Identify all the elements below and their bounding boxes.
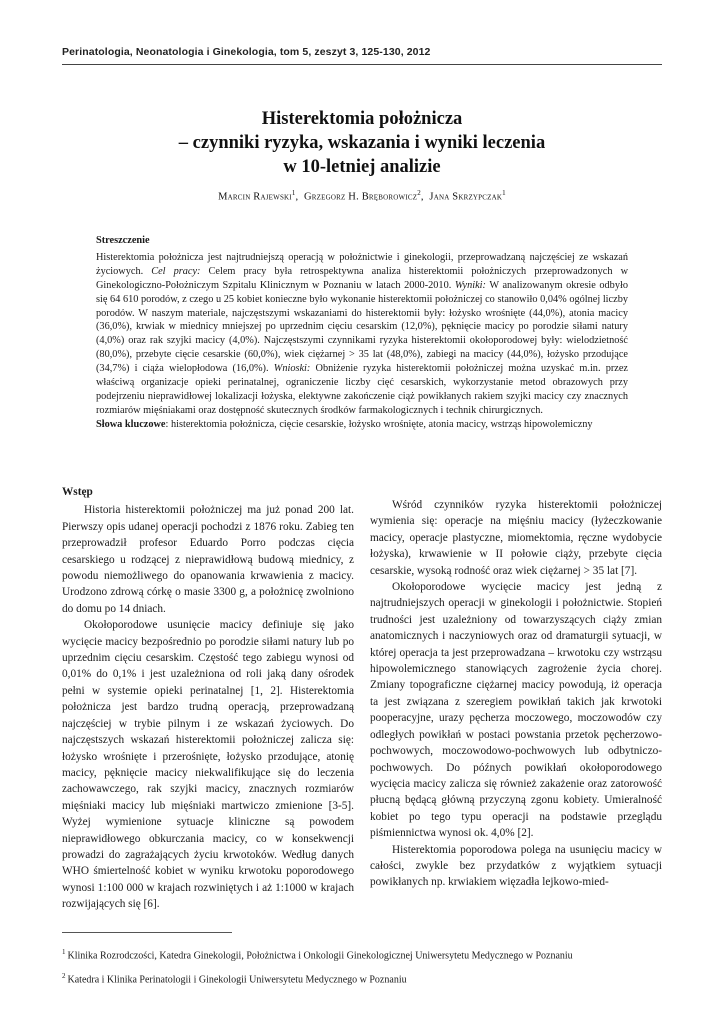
aim-label: Cel pracy: <box>151 265 201 277</box>
author-name: Marcin Rajewski <box>218 191 292 203</box>
paragraph: Okołoporodowe wycięcie macicy jest jedną z najtrudniejszych operacji w ginekologii i położnictwie. Stopień trudności jest uzależniony od towarzyszących ciąży zmian anatomicznych i naczyniowych oraz od dramaturgii sytuacji, w której operacja ta jest przeprowadzana – krwotoku czy wstrząsu hipowolemicznego stanowiących zagrożenie życia chorej. Zmiany topograficzne ciężarnej macicy powodują, iż operacja ta jest związana z szeregiem powikłań takich jak krwotoki pooperacyjne, urazy pęcherza moczowego, moczowodów czy odległych powikłań w postaci powstania przetok pęcherzowo-pochwowych, moczowodowo-pochwowych lub odbytniczo-pochwowych. Do późnych powikłań okołoporodowego wycięcia macicy zalicza się również zakażenie oraz zatorowość płucną będącą główną przyczyną zgonu kobiety. Umieralność kobiet po tego typu operacji na podstawie przeglądu piśmiennictwa wynosi ok. 4,0% [2]. <box>370 581 662 840</box>
footnote-rule <box>62 932 232 933</box>
keywords <box>96 418 628 432</box>
author-affiliation-mark: 2 <box>417 189 421 197</box>
abstract-text: Histerektomia położnicza jest najtrudniejszą operacją w położnictwie i ginekologii, przeprowadzaną najczęściej ze wskazań życiowych. <box>96 251 628 277</box>
author-affiliation-mark: 1 <box>502 189 506 197</box>
footnote <box>62 942 682 966</box>
footnote-mark: 2 <box>62 972 66 981</box>
paragraph: Histerektomia poporodowa polega na usunięciu macicy w całości, zwykle bez przydatków z wyjątkiem sytuacji powikłanych np. krwiakiem więzadła lejkowo-mied- <box>370 843 662 889</box>
author-name: Jana Skrzypczak <box>429 191 503 203</box>
keywords-label: Słowa kluczowe <box>96 418 166 430</box>
results-label: Wyniki: <box>454 279 486 291</box>
footnote-text: Katedra i Klinika Perinatologii i Ginekologii Uniwersytetu Medycznego w Poznaniu <box>67 974 407 986</box>
abstract-body <box>96 251 628 418</box>
footnotes <box>62 942 682 991</box>
abstract-heading: Streszczenie <box>96 235 150 246</box>
article-title <box>62 107 662 179</box>
footnote-mark: 1 <box>62 948 66 956</box>
title-line-1: Histerektomia położnicza <box>261 109 463 129</box>
paragraph: Historia histerektomii położniczej ma już ponad 200 lat. Pierwszy opis udanej operacji pochodzi z 1876 roku. Zabieg ten przeprowadził profesor Eduardo Porro podczas cięcia cesarskiego u rodzącej z nieprawidłową budową miednicy, z powodu niemożliwego do opanowania krwawienia z macicy. Urodzono zdrową córkę o masie 3300 g, a położnicę zwolniono do domu po 14 dniach. <box>62 504 354 615</box>
title-line-2: – czynniki ryzyka, wskazania i wyniki leczenia <box>178 133 546 153</box>
keywords-text: : histerektomia położnicza, cięcie cesarskie, łożysko wrośnięte, atonia macicy, wstrząs hipowolemiczny <box>165 418 593 430</box>
conclusions-label: Wnioski: <box>273 363 311 375</box>
author-affiliation-mark: 1 <box>291 189 296 197</box>
header-rule <box>62 64 662 65</box>
paragraph: Okołoporodowe usunięcie macicy definiuje się jako wycięcie macicy bezpośrednio po porodzie siłami natury lub po uprzednim cięciu cesarskim. Częstość tego zabiegu wynosi od 0,01% do 0,1% i jest uzależniona od roli jaką dany ośrodek pełni w systemie opieki perinatalnej [1, 2]. Histerektomia położnicza jest bardzo trudną operacją, przeprowadzaną najczęściej w trybie pilnym i ze wskazań życiowych. Do najczęstszych wskazań histerektomii położniczej zalicza się: łożysko wrośnięte i przerośnięte, łożysko przodujące, atonię macicy, pęknięcie macicy niekwalifikujące się do leczenia zachowawczego, rak szyjki macicy, znacznych rozmiarów mięśniaki macicy lub mięśniaki martwiczo zmienione [3-5]. Wyżej wymienione sytuacje kliniczne są powodem nieprawidłowego obkurczania macicy, co w konsekwencji prowadzi do zagrażających życiu krwotoków. Według danych WHO śmiertelność kobiet w wyniku krwotoku poporodowego wynosi 1:100 000 w krajach rozwiniętych i aż 1:1000 w krajach rozwijających się [6]. <box>62 619 354 911</box>
abstract-text: Obniżenie ryzyka histerektomii położniczej można uzyskać m.in. przez właściwą organizacje opieki perinatalnej, ograniczenie liczby cięć cesarskich, wykorzystanie metod obrazowych przy podejrzeniu nieprawidłowej lokalizacji łożyska, elektywne zakończenie ciąż powikłanych rakiem szyjki macicy czy znacznych rozmiarów mięśniakami oraz dostępność skutecznych środków farmakologicznych i technik chirurgicznych. <box>96 363 629 416</box>
running-head: Perinatologia, Neonatologia i Ginekologia, tom 5, zeszyt 3, 125-130, 2012 <box>62 46 431 58</box>
abstract-text: Celem pracy była retrospektywna analiza histerektomii położniczych przeprowadzonych w Ginekologiczno-Położniczym Szpitalu Klinicznym w Poznaniu w latach 2000-2010. <box>96 265 629 291</box>
section-heading: Wstęp <box>62 486 93 498</box>
abstract <box>96 234 628 432</box>
footnote-text: Klinika Rozrodczości, Katedra Ginekologii, Położnictwa i Onkologii Ginekologicznej Uniwersytetu Medycznego w Poznaniu <box>67 950 573 962</box>
right-column <box>370 497 662 891</box>
title-line-3: w 10-letniej analizie <box>283 157 441 177</box>
author-list: Marcin Rajewski$^1$, Grzegorz H. Bręborowicz$^2$, Jana Skrzypczak$^1$ <box>218 189 506 203</box>
abstract-text: W analizowanym okresie odbyło się 64 610 porodów, z czego u 25 kobiet konieczne było wykonanie histerektomii położniczej co stanowiło 0,04% ogólnej liczby porodów. W naszym materiale, najczęstszymi wskazaniami do histerektomii były: łożysko wrośnięte (44,0%), atonia macicy (36,0%), krwiak w miednicy mniejszej po uprzednim cięciu cesarskim (12,0%), pęknięcie macicy po porodzie siłami natury (4,0%) oraz rak szyjki macicy (4,0%). Najczęstszymi czynnikami ryzyka histerektomii okołoporodowej były: wielodzietność (80,0%), przebyte cięcie cesarskie (60,0%), wiek ciężarnej > 35 lat (48,0%), zabiegi na macicy (44,0%), łożysko przodujące (34,7%) i ciąża wielopłodowa (16,0%). <box>96 279 628 375</box>
author-name: Grzegorz H. Bręborowicz <box>304 191 418 203</box>
left-column <box>62 484 354 913</box>
footnote <box>62 966 682 990</box>
paragraph: Wśród czynników ryzyka histerektomii położniczej wymienia się: operacje na mięśniu macicy (łyżeczkowanie macicy, operacje plastyczne, miomektomia, ręczne wydobycie łożyska), krwawienie w II połowie ciąży, przebyte cięcia cesarskie, wysoką rodność oraz wiek ciężarnej > 35 lat [7]. <box>370 499 662 577</box>
